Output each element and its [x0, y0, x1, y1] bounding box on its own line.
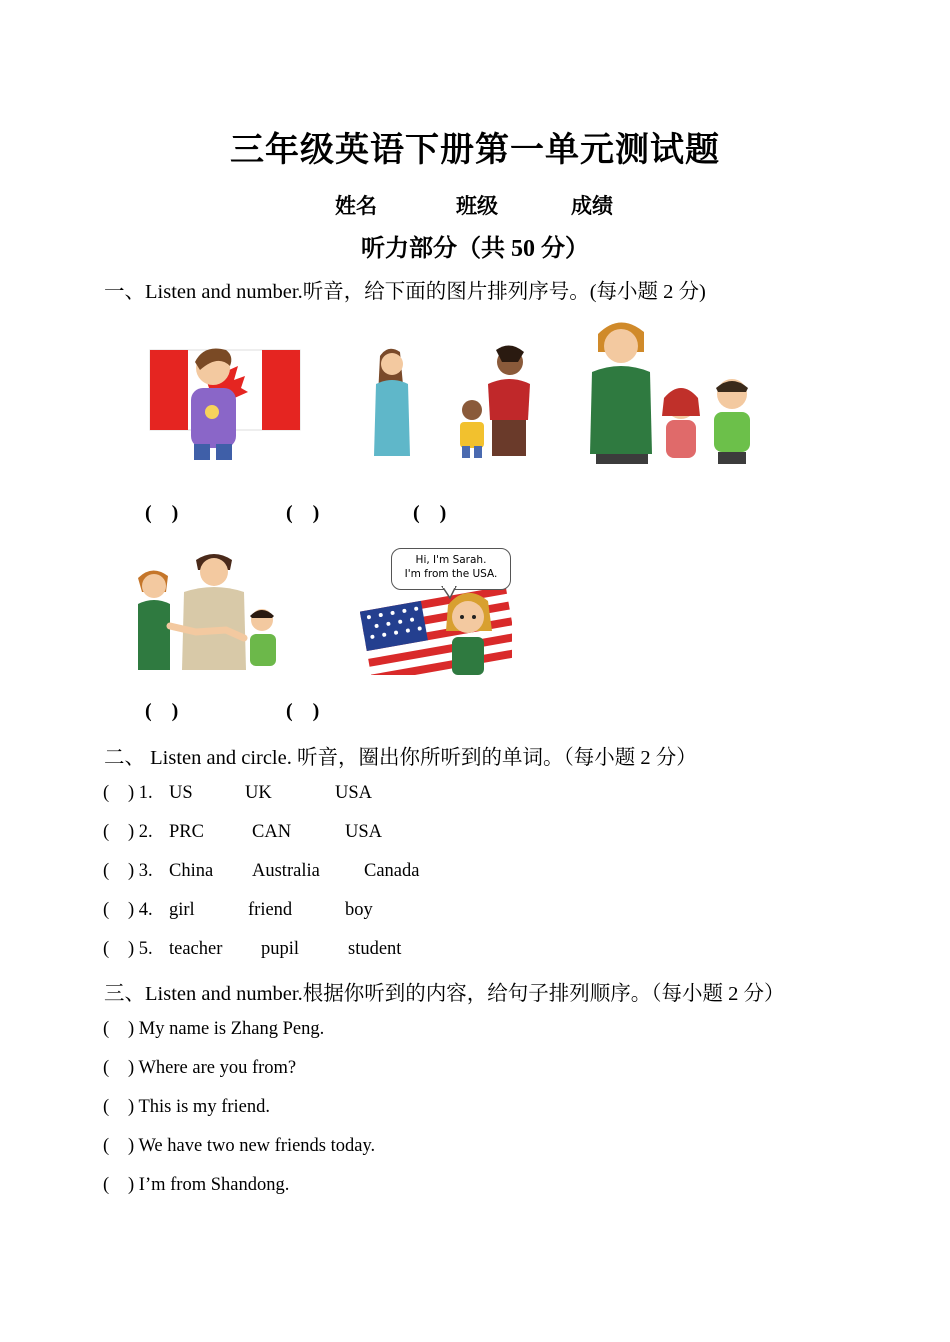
word-option-2[interactable]: Australia — [252, 861, 320, 881]
answer-blank[interactable]: ( — [103, 1058, 110, 1078]
picture-3-blank[interactable]: ( ) — [413, 502, 447, 524]
score-label: 成绩 — [571, 194, 613, 218]
bubble-line-1: Hi, I'm Sarah. — [415, 554, 487, 566]
word-option-2[interactable]: friend — [248, 900, 293, 920]
circle-item — [0, 861, 950, 885]
listening-subtitle: 听力部分（共 50 分） — [361, 236, 589, 262]
circle-item — [0, 939, 950, 963]
answer-blank[interactable]: ( — [103, 1175, 110, 1195]
item-number: ) 1. — [128, 783, 153, 803]
answer-blank[interactable]: ( — [103, 861, 110, 881]
sentence-text: ) We have two new friends today. — [128, 1136, 376, 1156]
sentence-item — [0, 1097, 950, 1121]
sentence-text: ) Where are you from? — [128, 1058, 297, 1078]
word-option-1[interactable]: teacher — [169, 939, 223, 959]
word-option-3[interactable]: USA — [335, 783, 373, 803]
item-number: ) 4. — [128, 900, 153, 920]
word-option-1[interactable]: girl — [169, 900, 195, 920]
picture-5-blank[interactable]: ( ) — [286, 700, 320, 722]
answer-blank[interactable]: ( — [103, 822, 110, 842]
sentence-item — [0, 1136, 950, 1160]
answer-blank[interactable]: ( — [103, 1019, 110, 1039]
picture-1-blank[interactable]: ( ) — [145, 502, 179, 524]
picture-boy-canada-flag — [148, 340, 303, 460]
answer-blank[interactable]: ( — [103, 1136, 110, 1156]
class-label: 班级 — [456, 194, 498, 218]
circle-item — [0, 822, 950, 846]
picture-2-blank[interactable]: ( ) — [286, 502, 320, 524]
word-option-3[interactable]: student — [348, 939, 402, 959]
word-option-1[interactable]: US — [169, 783, 193, 803]
name-label: 姓名 — [335, 194, 377, 218]
sentence-text: ) This is my friend. — [128, 1097, 270, 1117]
picture-man-shaking-hands — [134, 548, 280, 672]
answer-blank[interactable]: ( — [103, 900, 110, 920]
word-option-2[interactable]: UK — [245, 783, 272, 803]
word-option-1[interactable]: China — [169, 861, 214, 881]
bubble-line-2: I'm from the USA. — [404, 568, 498, 580]
answer-blank[interactable]: ( — [103, 1097, 110, 1117]
sentence-item — [0, 1019, 950, 1043]
answer-blank[interactable]: ( — [103, 783, 110, 803]
word-option-2[interactable]: pupil — [261, 939, 300, 959]
picture-woman-girl-child — [368, 342, 536, 462]
circle-item — [0, 783, 950, 807]
sentence-text: ) I’m from Shandong. — [128, 1175, 290, 1195]
section-3-heading: 三、Listen and number.根据你听到的内容，给句子排列顺序。（每小题 2 分） — [104, 983, 785, 1005]
item-number: ) 5. — [128, 939, 153, 959]
word-option-3[interactable]: boy — [345, 900, 373, 920]
picture-teacher-two-kids — [586, 316, 762, 466]
speech-bubble-tail — [440, 586, 460, 600]
answer-blank[interactable]: ( — [103, 939, 110, 959]
circle-item — [0, 900, 950, 924]
word-option-3[interactable]: USA — [345, 822, 383, 842]
sentence-item — [0, 1058, 950, 1082]
item-number: ) 3. — [128, 861, 153, 881]
section-1-heading: 一、Listen and number.听音，给下面的图片排列序号。(每小题 2 分) — [104, 281, 706, 303]
page-title: 三年级英语下册第一单元测试题 — [230, 132, 720, 169]
word-option-3[interactable]: Canada — [364, 861, 420, 881]
sentence-item — [0, 1175, 950, 1199]
speech-bubble — [391, 548, 511, 590]
item-number: ) 2. — [128, 822, 153, 842]
sentence-text: ) My name is Zhang Peng. — [128, 1019, 325, 1039]
section-2-heading: 二、 Listen and circle. 听音，圈出你所听到的单词。（每小题 2 分） — [104, 747, 697, 769]
picture-4-blank[interactable]: ( ) — [145, 700, 179, 722]
word-option-1[interactable]: PRC — [169, 822, 204, 842]
word-option-2[interactable]: CAN — [252, 822, 292, 842]
